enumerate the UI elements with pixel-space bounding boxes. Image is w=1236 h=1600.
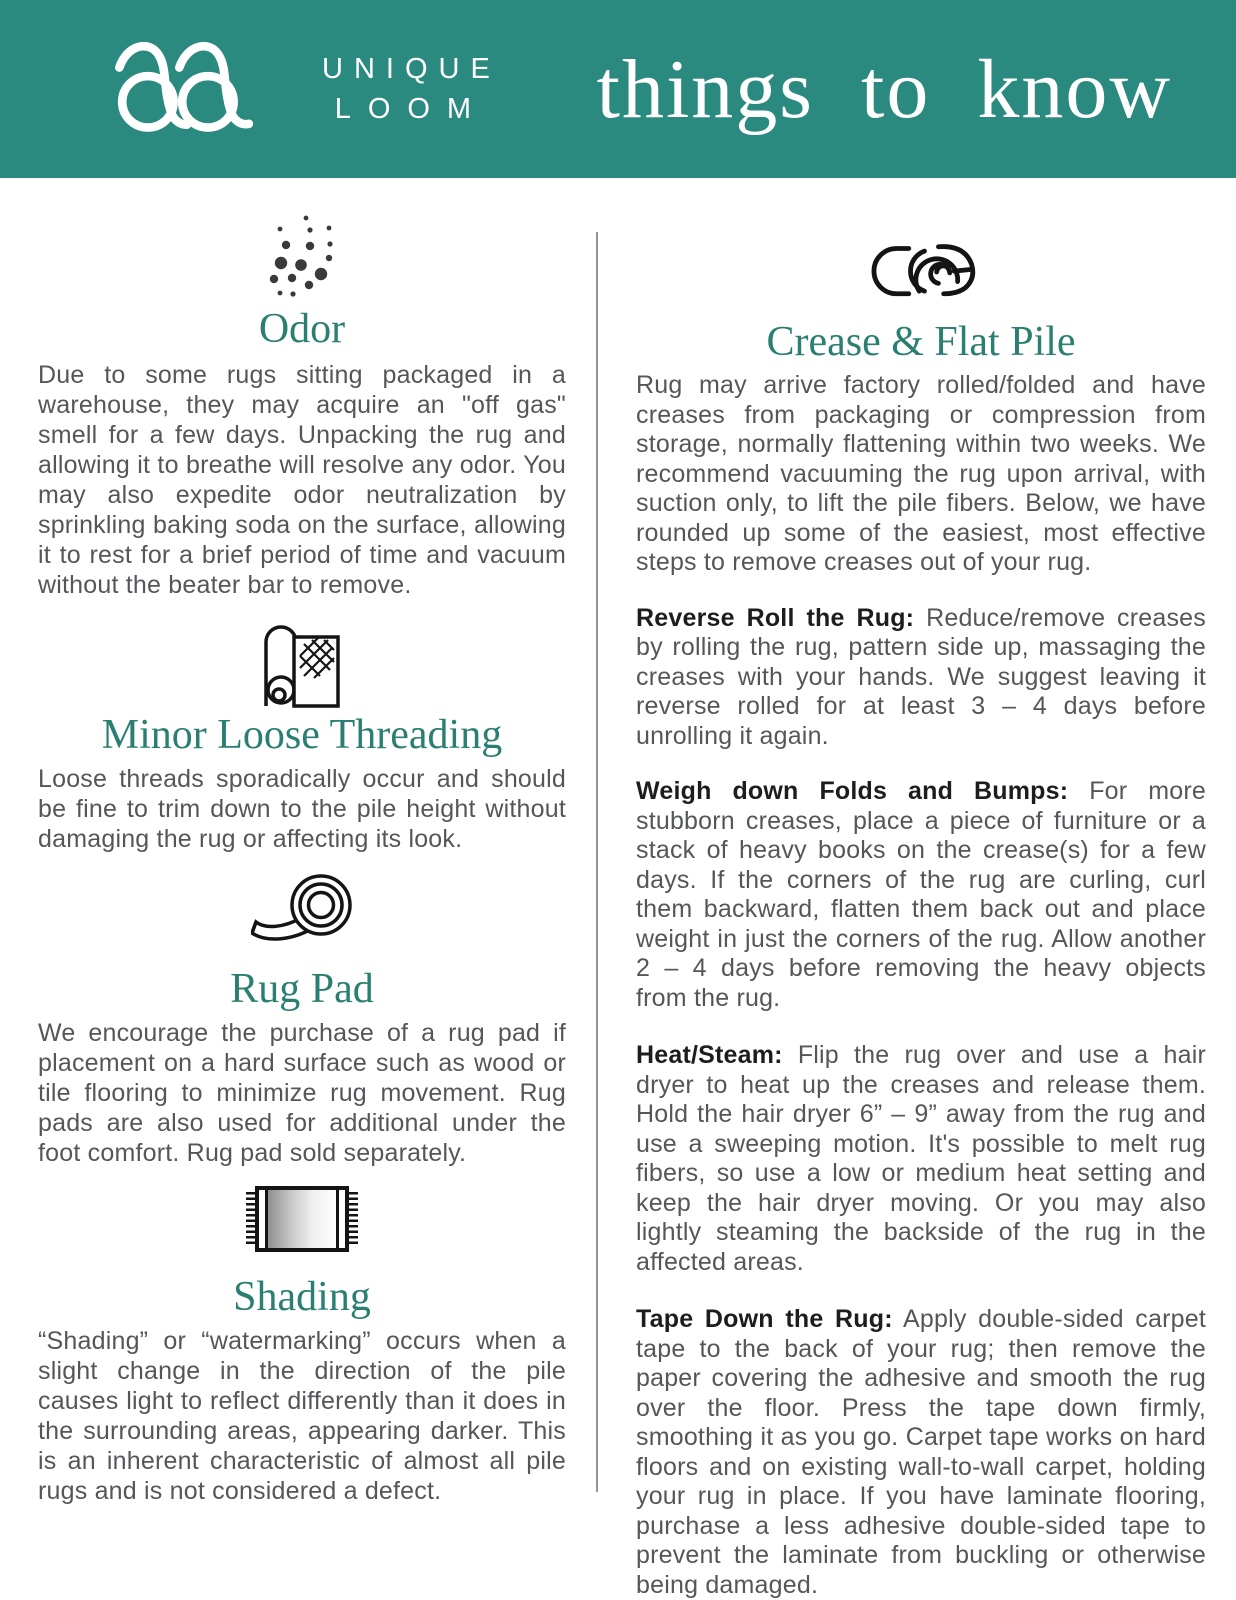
paragraph-tape-down: [636, 1305, 1206, 1600]
section-title-rug-pad: Rug Pad: [230, 966, 374, 1012]
section-title-threading: Minor Loose Threading: [101, 712, 503, 758]
paragraph-lead-heat-steam: Heat/Steam:: [636, 1041, 783, 1069]
brand-line1: UNIQUE: [322, 53, 501, 85]
unique-loom-logo-icon: [106, 39, 306, 139]
section-body-rug-pad: We encourage the purchase of a rug pad if placement on a hard surface such as wood or tile flooring to minimize rug movement. Rug pads are also used for additional under the foot comfort. Rug pad sold separately.: [38, 1019, 566, 1167]
unique-loom-logo: [106, 39, 501, 139]
rug-fringe-shading-icon: [38, 1186, 566, 1252]
right-column: [636, 215, 1206, 1600]
odor-dots-icon: [38, 212, 566, 298]
brand-line2: LOOM: [334, 93, 489, 125]
rolled-rug-crosshatch-icon: [38, 622, 566, 708]
left-column: [38, 200, 566, 1506]
paragraph-heat-steam: [636, 1041, 1206, 1277]
section-body-shading: “Shading” or “watermarking” occurs when a slight change in the direction of the pile causes light to reflect differently than it does in the surrounding areas, appearing darker. This is an inherent characteristic of almost all pile rugs and is not considered a defect.: [38, 1327, 566, 1505]
section-title-odor: Odor: [258, 306, 346, 352]
section-body-threading: Loose threads sporadically occur and should be fine to trim down to the pile height without damaging the rug or affecting its look.: [38, 765, 566, 853]
column-divider: [596, 232, 598, 1492]
section-body-odor: Due to some rugs sitting packaged in a warehouse, they may acquire an "off gas" smell for a few days. Unpacking the rug and allowing it to breathe will resolve any odor. You may also expedite odor neutralization by sprinkling baking soda on the surface, allowing it to rest for a brief period of time and vacuum without the beater bar to remove.: [38, 361, 566, 599]
header-banner: [0, 0, 1236, 178]
page-title: things to know: [596, 42, 1172, 136]
rug-fringe-left: [246, 1192, 255, 1246]
paragraph-text-reverse-roll: Reduce/remove creases by rolling the rug, pattern side up, massaging the creases with your hands. We suggest leaving it reverse rolled for at least 3 – 4 days before unrolling it again.: [636, 603, 1206, 750]
section-intro-crease: Rug may arrive factory rolled/folded and have creases from packaging or compression from storage, normally flattening within two weeks. We recommend vacuuming the rug upon arrival, with suction only, to lift the pile fibers. Below, we have rounded up some of the easiest, most effective steps to remove creases out of your rug.: [636, 371, 1206, 576]
rug-fringe-right: [349, 1192, 358, 1246]
section-title-crease: Crease & Flat Pile: [766, 319, 1076, 365]
paragraph-text-heat-steam: Flip the rug over and use a hair dryer to heat up the creases and release them. Hold the hair dryer 6” – 9” away from the rug and use a sweeping motion. It's possible to melt rug fibers, so use a low or medium heat setting and keep the hair dryer moving. Or you may also lightly steaming the backside of the rug in the affected areas.: [636, 1041, 1206, 1276]
paragraph-text-weigh-down: For more stubborn creases, place a piece of furniture or a stack of heavy books on the crease(s) for a few days. If the corners of the rug are curling, curl them backward, flatten them back out and place weight in just the corners of the rug. Allow another 2 – 4 days before removing the heavy objects from the rug.: [636, 777, 1206, 1012]
paragraph-lead-tape-down: Tape Down the Rug:: [636, 1305, 893, 1333]
paragraph-text-tape-down: Apply double-sided carpet tape to the back of your rug; then remove the paper covering the adhesive and smooth the rug over the floor. Press the tape down firmly, smoothing it as you go. Carpet tape works on hard floors and on existing wall-to-wall carpet, holding your rug in place. If you have laminate flooring, purchase a less adhesive double-sided tape to prevent the laminate from buckling or otherwise being damaged.: [636, 1305, 1206, 1599]
paragraph-lead-reverse-roll: Reverse Roll the Rug:: [636, 603, 915, 632]
paragraph-lead-weigh-down: Weigh down Folds and Bumps:: [636, 777, 1069, 805]
rug-pad-roll-icon: [38, 870, 566, 946]
paragraph-weigh-down: [636, 777, 1206, 1013]
brand-name: [322, 49, 501, 129]
rolled-rug-icon: [636, 243, 1206, 301]
paragraph-reverse-roll: [636, 604, 1206, 752]
section-title-shading: Shading: [233, 1274, 371, 1320]
